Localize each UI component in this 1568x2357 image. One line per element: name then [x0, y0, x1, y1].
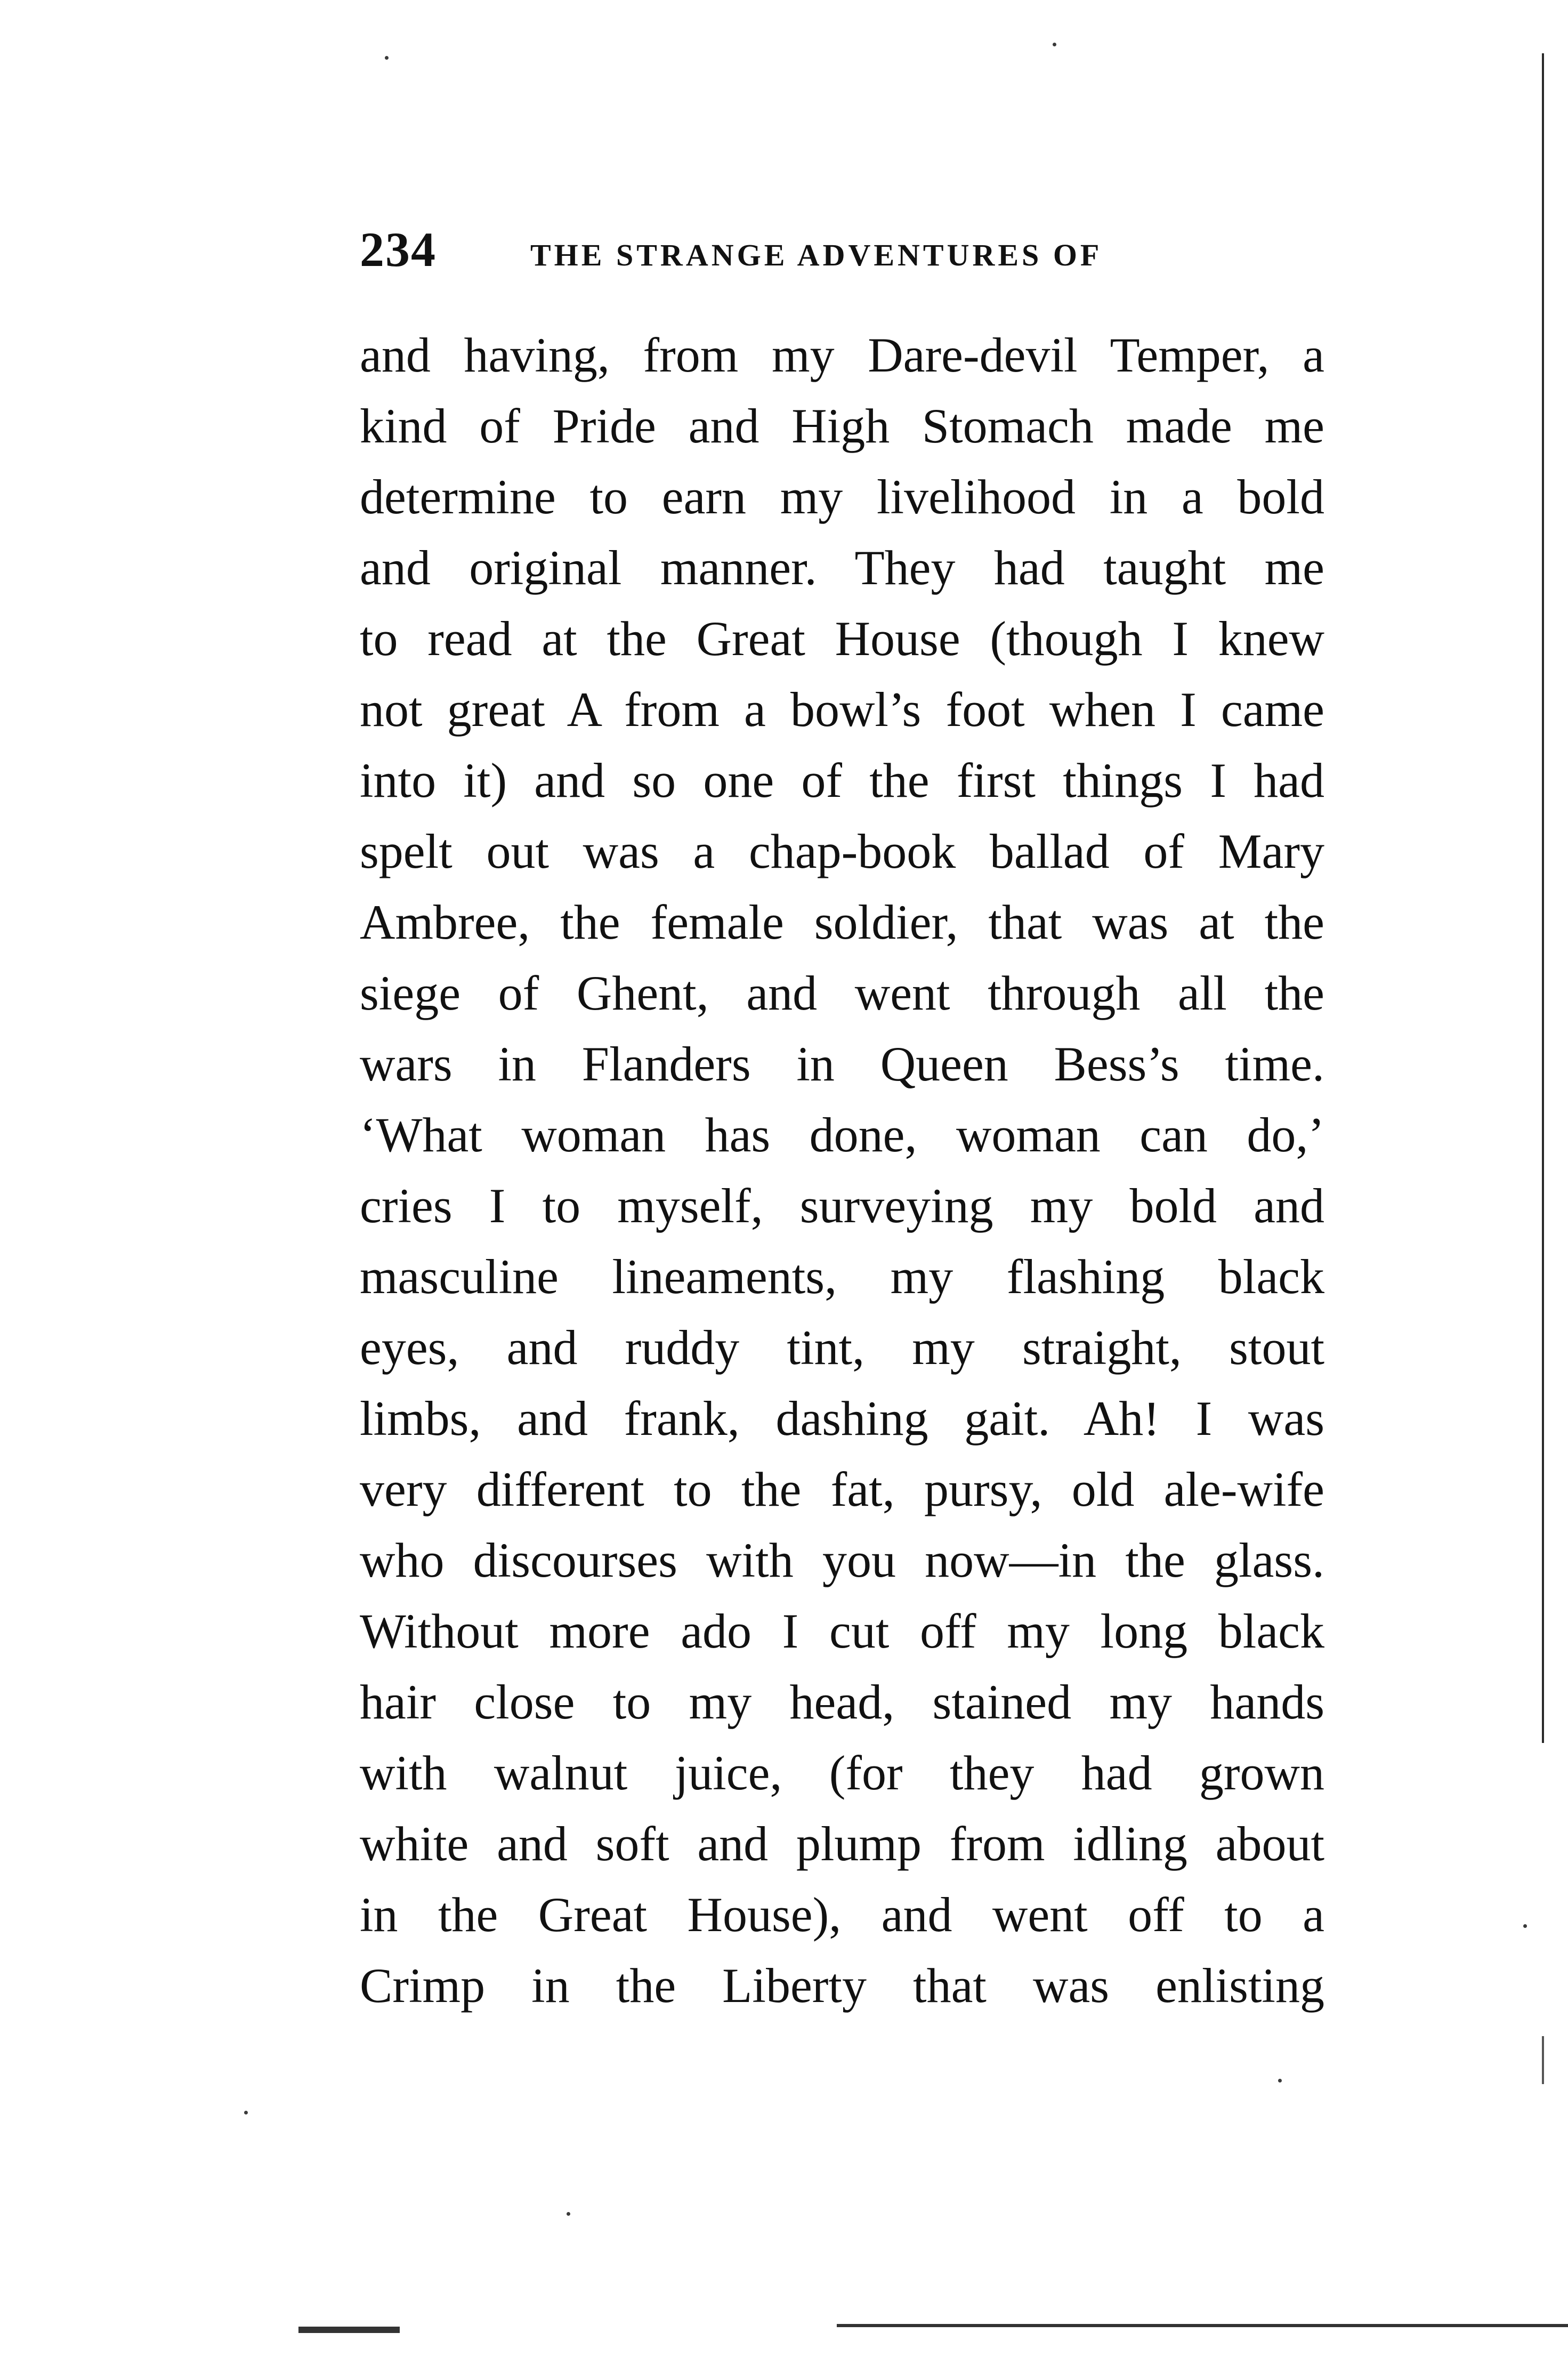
text-line: eyes, and ruddy tint, my straight, stout [360, 1320, 1324, 1375]
text-line: hair close to my head, stained my hands [360, 1675, 1324, 1729]
text-line: determine to earn my livelihood in a bold [360, 470, 1324, 524]
text-line: in the Great House), and went off to a [360, 1887, 1324, 1942]
text-line: Ambree, the female soldier, that was at the [360, 895, 1324, 949]
page-edge-line [1542, 2036, 1544, 2084]
scan-speck [1523, 1924, 1527, 1928]
text-line: ‘What woman has done, woman can do,’ [360, 1108, 1324, 1162]
text-line: kind of Pride and High Stomach made me [360, 399, 1324, 453]
text-line: white and soft and plump from idling about [360, 1817, 1324, 1871]
text-line: very different to the fat, pursy, old ale-wife [360, 1462, 1324, 1516]
bottom-edge-mark [298, 2327, 400, 2333]
scan-speck [1278, 2079, 1282, 2082]
page-edge-line [1542, 53, 1544, 1743]
running-title: THE STRANGE ADVENTURES OF [530, 238, 1103, 272]
text-line: limbs, and frank, dashing gait. Ah! I was [360, 1391, 1324, 1446]
text-line: to read at the Great House (though I knew [360, 611, 1324, 666]
text-line: Crimp in the Liberty that was enlisting [360, 1958, 1324, 2013]
scan-speck [1053, 43, 1056, 46]
page-header [360, 221, 1372, 280]
text-line: masculine lineaments, my flashing black [360, 1249, 1324, 1304]
text-line: with walnut juice, (for they had grown [360, 1746, 1324, 1800]
text-line: wars in Flanders in Queen Bess’s time. [360, 1037, 1324, 1091]
text-line: cries I to myself, surveying my bold and [360, 1178, 1324, 1233]
text-line: Without more ado I cut off my long black [360, 1604, 1324, 1658]
body-text [360, 320, 1324, 2021]
page-number: 234 [360, 222, 437, 277]
text-line: into it) and so one of the first things I had [360, 753, 1324, 808]
scan-speck [244, 2111, 248, 2114]
text-line: spelt out was a chap-book ballad of Mary [360, 824, 1324, 878]
text-line: who discourses with you now—in the glass. [360, 1533, 1324, 1587]
scan-speck [567, 2212, 570, 2216]
text-line: not great A from a bowl’s foot when I came [360, 682, 1324, 737]
scan-speck [385, 56, 389, 60]
text-line: siege of Ghent, and went through all the [360, 966, 1324, 1020]
text-line: and having, from my Dare-devil Temper, a [360, 328, 1324, 382]
text-line: and original manner. They had taught me [360, 540, 1324, 595]
bottom-edge-line [837, 2324, 1568, 2327]
